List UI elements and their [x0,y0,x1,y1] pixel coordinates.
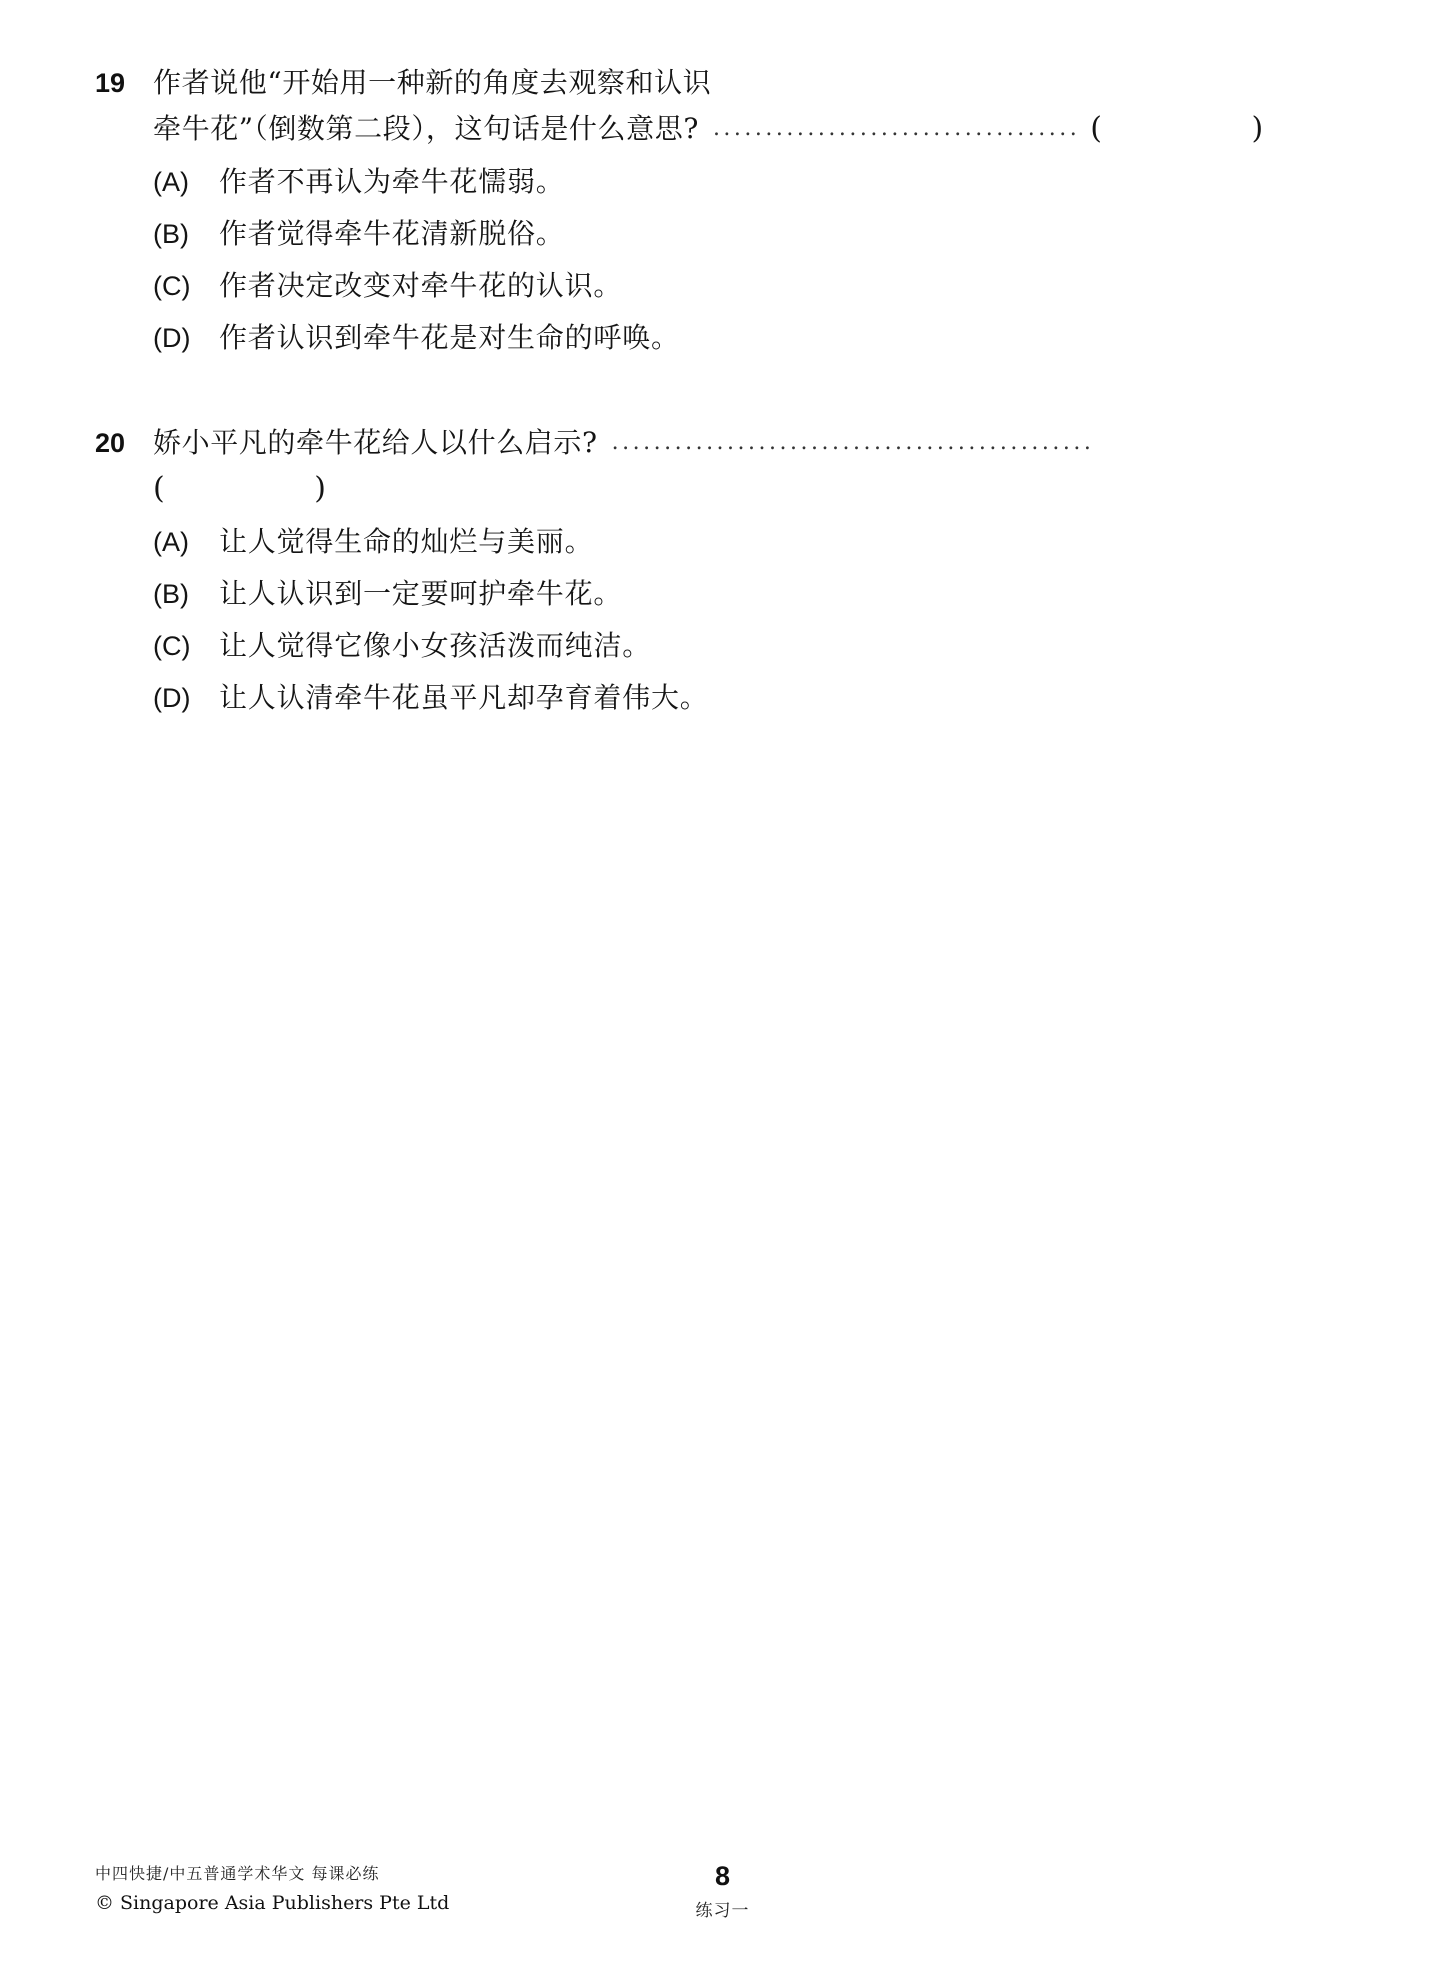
question-19-leader-dots: ................................... [712,116,1081,141]
page-number: 8 [714,1861,731,1891]
option-20-a-label: (A) [153,527,189,557]
option-19-a-text: 作者不再认为牵牛花懦弱。 [219,165,565,198]
option-19-b[interactable] [95,212,1335,256]
option-19-d[interactable] [95,316,1335,360]
question-20-leader-dots: .............................................. [611,430,1095,455]
option-19-d-label: (D) [153,323,191,353]
option-19-b-text: 作者觉得牵牛花清新脱俗。 [219,217,565,250]
option-19-c-label: (C) [153,271,191,301]
option-20-a[interactable] [95,520,1335,564]
option-20-d[interactable] [95,676,1335,720]
option-19-c[interactable] [95,264,1335,308]
footer-center-block [95,1861,1350,1921]
option-19-b-label: (B) [153,219,189,249]
question-20 [95,420,1335,720]
footer-copyright: © Singapore Asia Publishers Pte Ltd [95,1891,450,1914]
option-19-a[interactable] [95,160,1335,204]
question-20-number: 20 [95,428,126,458]
option-20-a-text: 让人觉得生命的灿烂与美丽。 [219,525,594,558]
footer-series-title: 中四快捷/中五普通学术华文 每课必练 [95,1863,380,1883]
option-20-b-text: 让人认识到一定要呵护牵牛花。 [219,577,623,610]
question-19-stem [153,60,1335,152]
option-20-b-label: (B) [153,579,189,609]
page-footer [95,1845,1350,1925]
exercise-label: 练习一 [695,1901,750,1921]
question-20-options [95,520,1335,720]
option-19-c-text: 作者决定改变对牵牛花的认识。 [219,269,623,302]
question-19-stem-line1: 作者说他“开始用一种新的角度去观察和认识 [153,66,712,99]
option-20-c-label: (C) [153,631,191,661]
question-spacer [95,366,1335,420]
question-20-stem [153,420,1335,512]
question-20-stem-line1: 娇小平凡的牵牛花给人以什么启示? [153,426,598,459]
question-19-stem-line2: 牵牛花”（倒数第二段），这句话是什么意思? [153,112,699,145]
question-19 [95,60,1335,360]
question-19-stem-line2-wrap [153,106,1335,152]
option-19-a-label: (A) [153,167,189,197]
option-19-d-text: 作者认识到牵牛花是对生命的呼唤。 [219,321,680,354]
question-19-number: 19 [95,68,126,98]
question-19-answer-brackets[interactable]: ( ) [1090,111,1334,146]
question-19-options [95,160,1335,360]
option-20-d-text: 让人认清牵牛花虽平凡却孕育着伟大。 [219,681,709,714]
question-19-head [95,60,1335,152]
question-20-head [95,420,1335,512]
question-20-answer-brackets[interactable]: ( ) [153,471,396,506]
option-20-b[interactable] [95,572,1335,616]
option-20-d-label: (D) [153,683,191,713]
option-20-c-text: 让人觉得它像小女孩活泼而纯洁。 [219,629,652,662]
option-20-c[interactable] [95,624,1335,668]
